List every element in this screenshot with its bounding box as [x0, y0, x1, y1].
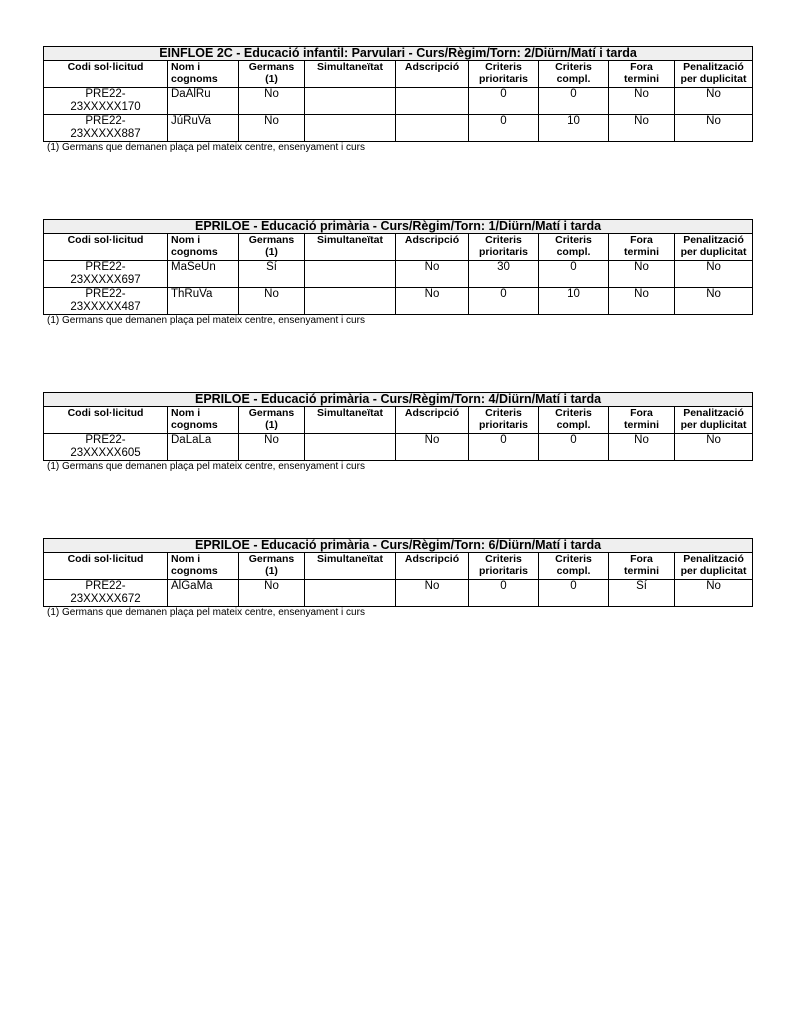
- cell-adscripcio: [396, 288, 469, 315]
- col-header-penal: [675, 407, 753, 434]
- cell-codi: [44, 88, 168, 115]
- cell-germans: [239, 88, 305, 115]
- col-header-germans-line: Germans: [248, 407, 295, 419]
- cell-simultaneitat: [305, 88, 396, 115]
- col-header-prioritaris-line: prioritaris: [478, 419, 528, 431]
- table-footnote: (1) Germans que demanen plaça pel mateix centre, ensenyament i curs: [47, 315, 365, 326]
- cell-nom: [168, 115, 239, 142]
- table-footnote: (1) Germans que demanen plaça pel mateix centre, ensenyament i curs: [47, 461, 365, 472]
- cell-fora: [609, 115, 675, 142]
- cell-germans-value: No: [264, 115, 279, 127]
- cell-prioritaris: [469, 88, 539, 115]
- cell-nom: [168, 88, 239, 115]
- col-header-prioritaris: [469, 234, 539, 261]
- col-header-penal: [675, 234, 753, 261]
- cell-adscripcio: [396, 88, 469, 115]
- col-header-prioritaris-line: Criteris: [485, 61, 522, 73]
- cell-nom: [168, 288, 239, 315]
- cell-compl: [539, 434, 609, 461]
- col-header-nom-line: cognoms: [171, 73, 218, 85]
- admission-table: [43, 219, 753, 315]
- col-header-codi: [44, 61, 168, 88]
- col-header-penal-line: per duplicitat: [680, 565, 747, 577]
- col-header-fora-line: Fora: [630, 407, 653, 419]
- col-header-fora-line: termini: [623, 565, 659, 577]
- cell-germans-value: No: [264, 434, 279, 446]
- cell-prioritaris: [469, 288, 539, 315]
- cell-fora-value: Sí: [636, 580, 647, 592]
- cell-nom: [168, 261, 239, 288]
- cell-compl-value: 0: [570, 261, 577, 273]
- col-header-nom-line: Nom i: [171, 234, 201, 246]
- table-title: [44, 539, 753, 553]
- col-header-compl: [539, 407, 609, 434]
- admission-table-block: [43, 538, 752, 619]
- col-header-simultaneitat: [305, 407, 396, 434]
- col-header-nom-line: Nom i: [171, 61, 201, 73]
- col-header-simultaneitat: [305, 234, 396, 261]
- col-header-compl: [539, 553, 609, 580]
- cell-compl-value: 10: [567, 115, 580, 127]
- cell-compl-value: 10: [567, 288, 580, 300]
- cell-penal: [675, 434, 753, 461]
- cell-penal-value: No: [706, 88, 721, 100]
- cell-prioritaris-value: 0: [500, 88, 507, 100]
- col-header-codi-line: Codi sol·licitud: [67, 553, 144, 565]
- col-header-adscripcio-line: Adscripció: [404, 407, 460, 419]
- cell-prioritaris: [469, 580, 539, 607]
- col-header-nom-line: cognoms: [171, 246, 218, 258]
- cell-germans-value: No: [264, 88, 279, 100]
- col-header-compl-line: compl.: [556, 565, 591, 577]
- col-header-fora-line: Fora: [630, 61, 653, 73]
- col-header-prioritaris-line: prioritaris: [478, 565, 528, 577]
- cell-penal: [675, 261, 753, 288]
- col-header-fora-line: termini: [623, 73, 659, 85]
- col-header-penal-line: Penalització: [683, 407, 744, 419]
- table-title: [44, 47, 753, 61]
- cell-fora-value: No: [634, 288, 649, 300]
- cell-adscripcio-value: No: [424, 434, 440, 446]
- cell-compl-value: 0: [570, 88, 577, 100]
- col-header-nom-line: Nom i: [171, 553, 201, 565]
- col-header-codi: [44, 407, 168, 434]
- col-header-adscripcio-line: Adscripció: [404, 234, 460, 246]
- col-header-fora: [609, 234, 675, 261]
- col-header-compl: [539, 234, 609, 261]
- cell-codi: [44, 288, 168, 315]
- col-header-prioritaris-line: prioritaris: [478, 246, 528, 258]
- cell-simultaneitat: [305, 115, 396, 142]
- cell-prioritaris: [469, 434, 539, 461]
- col-header-penal-line: per duplicitat: [680, 419, 747, 431]
- cell-penal-value: No: [706, 288, 721, 300]
- col-header-nom-line: cognoms: [171, 419, 218, 431]
- cell-adscripcio: [396, 115, 469, 142]
- admission-table: [43, 392, 753, 461]
- cell-compl: [539, 115, 609, 142]
- col-header-simultaneitat-line: Simultaneïtat: [317, 234, 383, 246]
- cell-penal: [675, 88, 753, 115]
- table-title: [44, 393, 753, 407]
- col-header-germans-line: Germans: [248, 234, 295, 246]
- cell-germans-value: No: [264, 288, 279, 300]
- cell-codi-value: PRE22-: [85, 261, 126, 273]
- cell-nom-value: AlGaMa: [171, 580, 213, 592]
- col-header-adscripcio: [396, 407, 469, 434]
- cell-germans: [239, 434, 305, 461]
- cell-fora: [609, 288, 675, 315]
- col-header-germans-line: (1): [265, 73, 278, 85]
- col-header-simultaneitat-line: Simultaneïtat: [317, 553, 383, 565]
- cell-compl: [539, 288, 609, 315]
- cell-penal: [675, 115, 753, 142]
- col-header-nom: [168, 553, 239, 580]
- cell-prioritaris: [469, 115, 539, 142]
- cell-penal-value: No: [706, 261, 721, 273]
- table-title-line: EPRILOE - Educació primària - Curs/Règim/Torn: 4/Diürn/Matí i tarda: [194, 392, 602, 406]
- col-header-codi-line: Codi sol·licitud: [67, 407, 144, 419]
- cell-fora: [609, 580, 675, 607]
- col-header-prioritaris-line: Criteris: [485, 234, 522, 246]
- cell-prioritaris-value: 0: [500, 115, 507, 127]
- table-row: [44, 115, 753, 142]
- col-header-germans: [239, 61, 305, 88]
- col-header-penal-line: Penalització: [683, 553, 744, 565]
- col-header-simultaneitat: [305, 61, 396, 88]
- col-header-fora: [609, 407, 675, 434]
- cell-prioritaris-value: 0: [500, 434, 507, 446]
- table-title-line: EPRILOE - Educació primària - Curs/Règim/Torn: 6/Diürn/Matí i tarda: [194, 538, 602, 552]
- cell-compl: [539, 580, 609, 607]
- table-row: [44, 580, 753, 607]
- cell-codi-value: PRE22-: [85, 434, 126, 446]
- col-header-prioritaris-line: Criteris: [485, 407, 522, 419]
- cell-codi: [44, 261, 168, 288]
- col-header-simultaneitat-line: Simultaneïtat: [317, 61, 383, 73]
- cell-codi-value: 23XXXXX697: [70, 274, 141, 286]
- cell-penal-value: No: [706, 434, 721, 446]
- table-row: [44, 288, 753, 315]
- table-row: [44, 434, 753, 461]
- cell-nom-value: DaAlRu: [171, 88, 211, 100]
- cell-codi: [44, 580, 168, 607]
- cell-nom-value: ThRuVa: [171, 288, 213, 300]
- col-header-prioritaris: [469, 553, 539, 580]
- cell-adscripcio: [396, 261, 469, 288]
- col-header-germans-line: Germans: [248, 553, 295, 565]
- cell-simultaneitat: [305, 580, 396, 607]
- col-header-compl-line: compl.: [556, 73, 591, 85]
- admission-table-block: [43, 392, 752, 473]
- cell-codi: [44, 115, 168, 142]
- cell-germans-value: Sí: [266, 261, 277, 273]
- cell-penal: [675, 580, 753, 607]
- col-header-penal-line: per duplicitat: [680, 246, 747, 258]
- cell-penal-value: No: [706, 115, 721, 127]
- col-header-penal: [675, 553, 753, 580]
- cell-codi-value: 23XXXXX605: [70, 447, 141, 459]
- col-header-simultaneitat: [305, 553, 396, 580]
- col-header-simultaneitat-line: Simultaneïtat: [317, 407, 383, 419]
- cell-codi: [44, 434, 168, 461]
- cell-codi-value: 23XXXXX672: [70, 593, 141, 605]
- col-header-codi-line: Codi sol·licitud: [67, 234, 144, 246]
- table-footnote: (1) Germans que demanen plaça pel mateix centre, ensenyament i curs: [47, 607, 365, 618]
- cell-germans: [239, 580, 305, 607]
- col-header-germans-line: (1): [265, 246, 278, 258]
- cell-germans: [239, 115, 305, 142]
- cell-adscripcio-value: No: [424, 261, 440, 273]
- col-header-nom-line: Nom i: [171, 407, 201, 419]
- cell-fora-value: No: [634, 115, 649, 127]
- cell-fora-value: No: [634, 88, 649, 100]
- cell-fora: [609, 88, 675, 115]
- col-header-penal-line: per duplicitat: [680, 73, 747, 85]
- table-title: [44, 220, 753, 234]
- col-header-penal: [675, 61, 753, 88]
- cell-fora: [609, 261, 675, 288]
- cell-germans: [239, 288, 305, 315]
- cell-penal-value: No: [706, 580, 721, 592]
- col-header-nom: [168, 407, 239, 434]
- cell-prioritaris-value: 0: [500, 288, 507, 300]
- cell-fora-value: No: [634, 261, 649, 273]
- cell-nom-value: JúRuVa: [171, 115, 212, 127]
- admission-table: [43, 46, 753, 142]
- col-header-nom-line: cognoms: [171, 565, 218, 577]
- cell-compl-value: 0: [570, 434, 577, 446]
- col-header-codi: [44, 553, 168, 580]
- col-header-germans-line: (1): [265, 419, 278, 431]
- admission-table-block: [43, 46, 752, 154]
- col-header-compl-line: Criteris: [555, 61, 592, 73]
- col-header-prioritaris: [469, 61, 539, 88]
- cell-codi-value: PRE22-: [85, 88, 126, 100]
- col-header-compl-line: Criteris: [555, 553, 592, 565]
- cell-adscripcio-value: No: [424, 288, 440, 300]
- admission-table-block: [43, 219, 752, 327]
- cell-penal: [675, 288, 753, 315]
- col-header-germans: [239, 234, 305, 261]
- col-header-compl-line: compl.: [556, 419, 591, 431]
- col-header-germans-line: Germans: [248, 61, 295, 73]
- col-header-fora-line: termini: [623, 419, 659, 431]
- col-header-compl-line: Criteris: [555, 407, 592, 419]
- col-header-germans: [239, 553, 305, 580]
- cell-prioritaris-value: 30: [497, 261, 510, 273]
- col-header-fora-line: termini: [623, 246, 659, 258]
- cell-fora-value: No: [634, 434, 649, 446]
- col-header-prioritaris-line: Criteris: [485, 553, 522, 565]
- cell-simultaneitat: [305, 434, 396, 461]
- table-row: [44, 88, 753, 115]
- cell-simultaneitat: [305, 261, 396, 288]
- col-header-adscripcio: [396, 553, 469, 580]
- cell-prioritaris: [469, 261, 539, 288]
- admission-table: [43, 538, 753, 607]
- cell-codi-value: 23XXXXX487: [70, 301, 141, 313]
- cell-codi-value: PRE22-: [85, 580, 126, 592]
- col-header-compl: [539, 61, 609, 88]
- col-header-nom: [168, 61, 239, 88]
- cell-adscripcio-value: No: [424, 580, 440, 592]
- col-header-penal-line: Penalització: [683, 234, 744, 246]
- cell-codi-value: 23XXXXX170: [70, 101, 141, 113]
- cell-nom: [168, 580, 239, 607]
- cell-germans: [239, 261, 305, 288]
- table-footnote: (1) Germans que demanen plaça pel mateix centre, ensenyament i curs: [47, 142, 365, 153]
- col-header-prioritaris-line: prioritaris: [478, 73, 528, 85]
- col-header-fora: [609, 553, 675, 580]
- cell-nom-value: MaSeUn: [171, 261, 216, 273]
- col-header-nom: [168, 234, 239, 261]
- cell-adscripcio: [396, 580, 469, 607]
- cell-nom-value: DaLaLa: [171, 434, 212, 446]
- cell-prioritaris-value: 0: [500, 580, 507, 592]
- cell-nom: [168, 434, 239, 461]
- col-header-compl-line: compl.: [556, 246, 591, 258]
- col-header-codi: [44, 234, 168, 261]
- cell-fora: [609, 434, 675, 461]
- col-header-germans: [239, 407, 305, 434]
- col-header-adscripcio-line: Adscripció: [404, 553, 460, 565]
- cell-compl-value: 0: [570, 580, 577, 592]
- cell-codi-value: 23XXXXX887: [70, 128, 141, 140]
- cell-adscripcio: [396, 434, 469, 461]
- cell-compl: [539, 261, 609, 288]
- col-header-penal-line: Penalització: [683, 61, 744, 73]
- col-header-fora-line: Fora: [630, 234, 653, 246]
- cell-compl: [539, 88, 609, 115]
- col-header-adscripcio: [396, 61, 469, 88]
- col-header-adscripcio: [396, 234, 469, 261]
- col-header-prioritaris: [469, 407, 539, 434]
- col-header-fora: [609, 61, 675, 88]
- cell-simultaneitat: [305, 288, 396, 315]
- col-header-adscripcio-line: Adscripció: [404, 61, 460, 73]
- cell-codi-value: PRE22-: [85, 288, 126, 300]
- table-row: [44, 261, 753, 288]
- col-header-germans-line: (1): [265, 565, 278, 577]
- table-title-line: EINFLOE 2C - Educació infantil: Parvulari - Curs/Règim/Torn: 2/Diürn/Matí i tarda: [159, 46, 637, 60]
- cell-germans-value: No: [264, 580, 279, 592]
- col-header-fora-line: Fora: [630, 553, 653, 565]
- cell-codi-value: PRE22-: [85, 115, 126, 127]
- col-header-compl-line: Criteris: [555, 234, 592, 246]
- table-title-line: EPRILOE - Educació primària - Curs/Règim/Torn: 1/Diürn/Matí i tarda: [194, 219, 602, 233]
- col-header-codi-line: Codi sol·licitud: [67, 61, 144, 73]
